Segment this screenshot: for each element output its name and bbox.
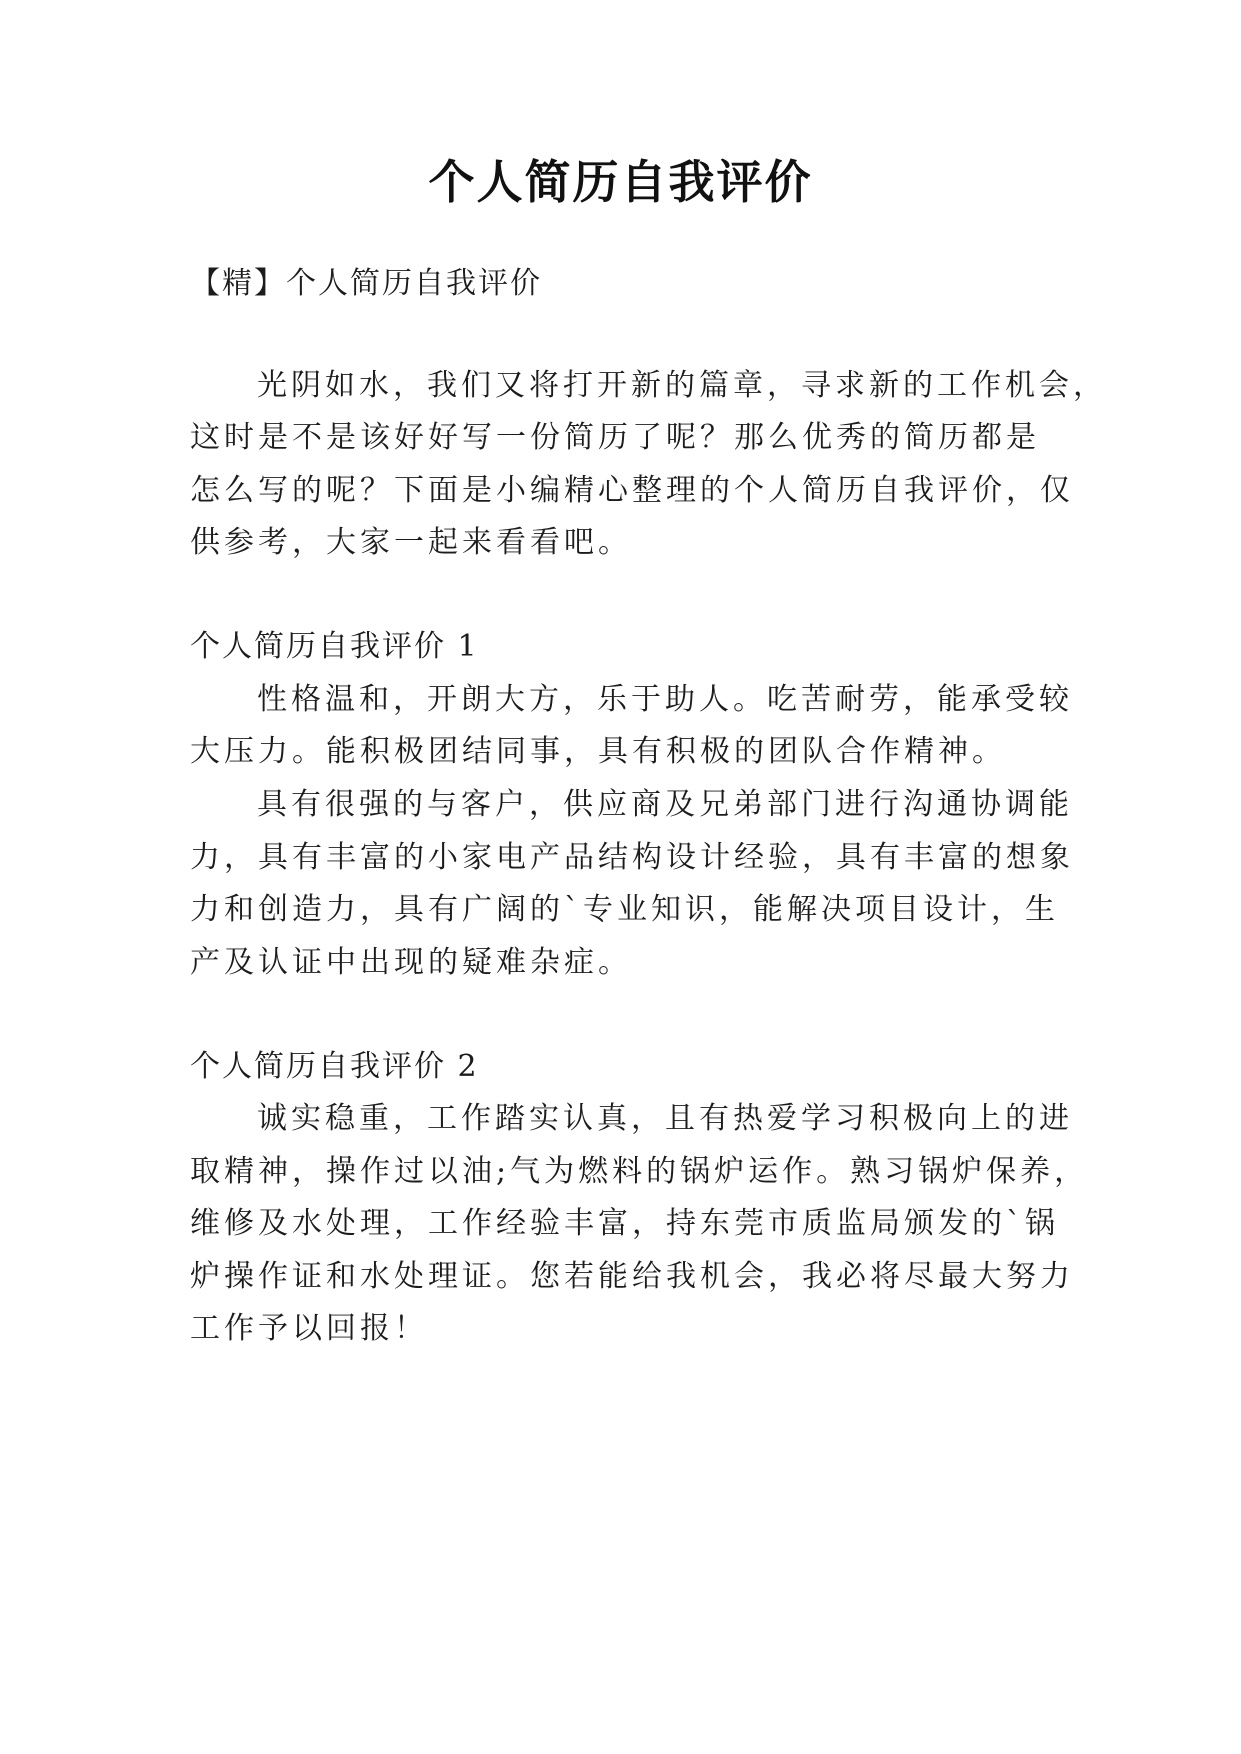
section1-para1-line: 大压力。能积极团结同事，具有积极的团队合作精神。 — [190, 734, 1006, 769]
document-subtitle: 【精】个人简历自我评价 — [190, 266, 542, 301]
section2-para1-line: 维修及水处理，工作经验丰富，持东莞市质监局颁发的`锅 — [190, 1206, 1059, 1241]
section-heading-1: 个人简历自我评价 1 — [190, 629, 479, 664]
section2-para1-line: 取精神，操作过以油;气为燃料的锅炉运作。熟习锅炉保养， — [190, 1154, 1089, 1189]
section2-para1-line: 工作予以回报！ — [190, 1311, 428, 1346]
section2-para1-line: 炉操作证和水处理证。您若能给我机会，我必将尽最大努力 — [190, 1259, 1074, 1294]
intro-line: 供参考，大家一起来看看吧。 — [190, 525, 632, 560]
section1-para2-line: 力和创造力，具有广阔的`专业知识，能解决项目设计，生 — [190, 892, 1059, 927]
section1-para2-line: 力，具有丰富的小家电产品结构设计经验，具有丰富的想象 — [190, 840, 1074, 875]
section2-para1-line: 诚实稳重，工作踏实认真，且有热爱学习积极向上的进 — [257, 1101, 1073, 1136]
section1-para2-line: 具有很强的与客户，供应商及兄弟部门进行沟通协调能 — [257, 787, 1073, 822]
section1-para1-line: 性格温和，开朗大方，乐于助人。吃苦耐劳，能承受较 — [257, 682, 1073, 717]
intro-line: 光阴如水，我们又将打开新的篇章，寻求新的工作机会， — [257, 368, 1107, 403]
intro-line: 这时是不是该好好写一份简历了呢？那么优秀的简历都是 — [190, 420, 1040, 455]
section1-para2-line: 产及认证中出现的疑难杂症。 — [190, 945, 632, 980]
intro-line: 怎么写的呢？下面是小编精心整理的个人简历自我评价，仅 — [190, 473, 1074, 508]
section-heading-2: 个人简历自我评价 2 — [190, 1049, 479, 1084]
document-title: 个人简历自我评价 — [428, 155, 813, 209]
